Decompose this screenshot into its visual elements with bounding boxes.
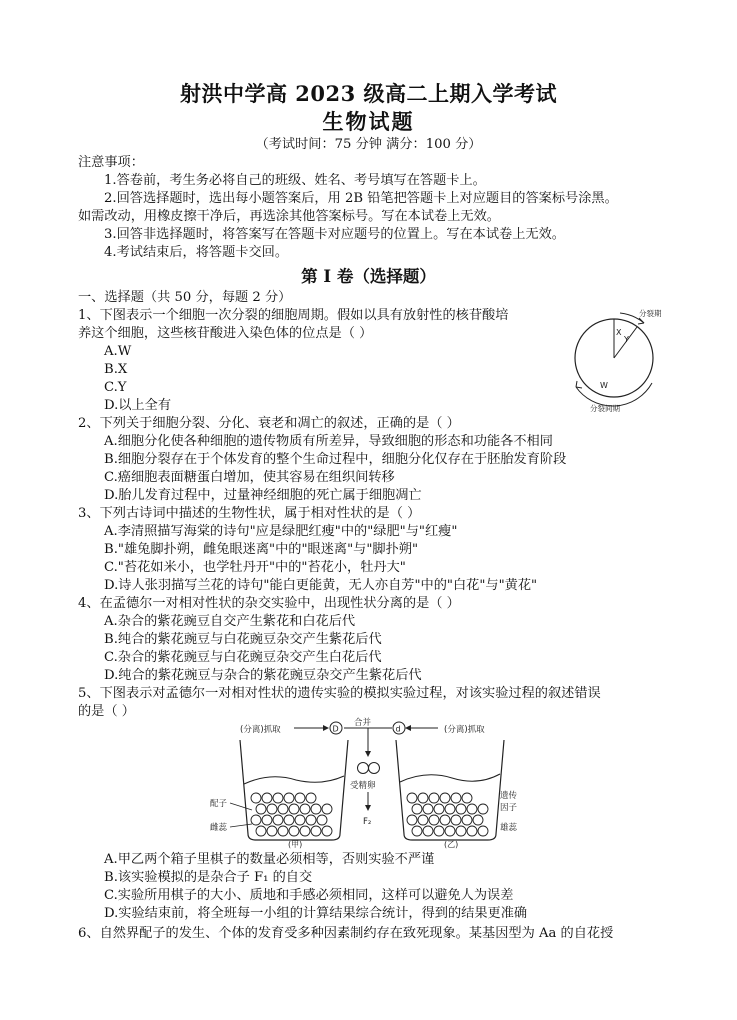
game-piece <box>267 804 277 814</box>
mark-w: W <box>600 381 608 390</box>
exam-info: （考试时间：75 分钟 满分：100 分） <box>255 137 482 152</box>
game-piece <box>262 815 272 825</box>
f2-label: F₂ <box>363 817 372 827</box>
option: B.细胞分裂存在于个体发育的整个生命过程中，细胞分化仅存在于胚胎发育阶段 <box>104 452 567 467</box>
grab-right-label: (分离)抓取 <box>444 725 485 735</box>
note-item: 1.答卷前，考生务必将自己的班级、姓名、考号填写在答题卡上。 <box>104 173 486 188</box>
question-stem: 1、下图表示一个细胞一次分裂的细胞周期。假如以具有放射性的核苷酸培 <box>78 308 509 323</box>
mark-y: Y <box>624 335 629 344</box>
option: B.该实验模拟的是杂合子 F₁ 的自交 <box>104 870 313 885</box>
simulation-experiment-figure <box>200 712 530 850</box>
option: D.实验结束前，将全班每一小组的计算结果综合统计，得到的结果更准确 <box>104 906 528 921</box>
game-piece <box>423 804 433 814</box>
box-left-label: (甲) <box>288 840 303 849</box>
game-piece <box>273 815 283 825</box>
option: D.以上全有 <box>104 398 172 413</box>
game-piece <box>445 826 455 836</box>
notes-heading: 注意事项： <box>78 155 144 170</box>
game-piece <box>478 826 488 836</box>
game-piece <box>451 793 461 803</box>
game-piece <box>434 826 444 836</box>
option: D.诗人张羽描写兰花的诗句"能白更能黄，无人亦自芳"中的"白花"与"黄花" <box>104 578 538 593</box>
question-stem: 养这个细胞，这些核苷酸进入染色体的位点是（ ） <box>78 326 373 341</box>
game-piece <box>322 826 332 836</box>
game-piece <box>418 793 428 803</box>
option: A.细胞分化使各种细胞的遗传物质有所差异，导致细胞的形态和功能各不相同 <box>104 434 553 449</box>
game-piece <box>407 815 417 825</box>
game-piece <box>251 793 261 803</box>
left-box-pieces <box>251 793 332 836</box>
game-piece <box>451 815 461 825</box>
game-piece <box>429 793 439 803</box>
game-piece <box>478 804 488 814</box>
game-piece <box>311 826 321 836</box>
gene-factor-label-1: 遗传 <box>500 791 518 801</box>
page-title: 射洪中学高 2023 级高二上期入学考试 <box>179 81 558 106</box>
game-piece <box>467 826 477 836</box>
option: C.癌细胞表面糖蛋白增加，使其容易在组织间转移 <box>104 470 395 485</box>
game-piece <box>306 815 316 825</box>
game-piece <box>317 815 327 825</box>
game-piece <box>300 804 310 814</box>
option: D.胎儿发育过程中，过量神经细胞的死亡属于细胞凋亡 <box>104 488 422 503</box>
game-piece <box>429 815 439 825</box>
game-piece <box>284 815 294 825</box>
zygote-label: 受精卵 <box>350 781 376 791</box>
option: A.杂合的紫花豌豆自交产生紫花和白花后代 <box>104 614 356 629</box>
game-piece <box>300 826 310 836</box>
option: B.X <box>104 362 128 377</box>
game-piece <box>311 804 321 814</box>
mark-x: X <box>616 328 622 337</box>
game-piece <box>456 804 466 814</box>
game-piece <box>473 815 483 825</box>
question-stem: 4、在孟德尔一对相对性状的杂交实验中，出现性状分离的是（ ） <box>78 596 460 611</box>
female-label: 雌蕊 <box>210 823 228 833</box>
game-piece <box>467 804 477 814</box>
game-piece <box>462 815 472 825</box>
question-stem: 的是（ ） <box>78 704 135 719</box>
game-piece <box>278 826 288 836</box>
game-piece <box>289 826 299 836</box>
piece-d-label: D <box>332 724 339 734</box>
gene-factor-label-2: 因子 <box>500 803 518 813</box>
option: C."苔花如米小，也学牡丹开"中的"苔花小，牡丹大" <box>104 560 406 575</box>
game-piece <box>418 815 428 825</box>
game-piece <box>412 804 422 814</box>
cell-cycle-figure <box>560 305 670 417</box>
interphase-label: 分裂间期 <box>590 404 620 413</box>
box-right-label: (乙) <box>444 840 459 849</box>
game-piece <box>256 804 266 814</box>
question-stem: 3、下列古诗词中描述的生物性状，属于相对性状的是（ ） <box>78 506 421 521</box>
game-piece <box>456 826 466 836</box>
game-piece <box>423 826 433 836</box>
option: A.W <box>104 344 132 359</box>
question-stem: 2、下列关于细胞分裂、分化、衰老和凋亡的叙述，正确的是（ ） <box>78 416 460 431</box>
note-item: 如需改动，用橡皮擦干净后，再选涂其他答案标号。写在本试卷上无效。 <box>78 209 500 224</box>
option: B.纯合的紫花豌豆与白花豌豆杂交产生紫花后代 <box>104 632 382 647</box>
piece-small-d-label: d <box>395 724 401 734</box>
game-piece <box>295 815 305 825</box>
part-heading: 一、选择题（共 50 分，每题 2 分） <box>78 290 292 305</box>
game-piece <box>256 826 266 836</box>
division-phase-label: 分裂期 <box>639 309 662 318</box>
note-item: 4.考试结束后，将答题卡交回。 <box>104 245 289 260</box>
option: D.纯合的紫花豌豆与杂合的紫花豌豆杂交产生紫花后代 <box>104 668 422 683</box>
game-piece <box>251 815 261 825</box>
male-label: 雄蕊 <box>500 823 518 833</box>
option: C.Y <box>104 380 127 395</box>
game-piece <box>267 826 277 836</box>
game-piece <box>407 793 417 803</box>
game-piece <box>462 793 472 803</box>
section-title: 第 I 卷（选择题） <box>301 267 436 286</box>
option: A.甲乙两个箱子里棋子的数量必须相等，否则实验不严谨 <box>104 852 435 867</box>
question-stem: 6、自然界配子的发生、个体的发育受多种因素制约存在致死现象。某基因型为 Aa 的自花授 <box>78 926 614 941</box>
question-stem: 5、下图表示对孟德尔一对相对性状的遗传实验的模拟实验过程，对该实验过程的叙述错误 <box>78 686 601 701</box>
game-piece <box>434 804 444 814</box>
merge-label: 合并 <box>354 718 372 728</box>
game-piece <box>289 804 299 814</box>
page-subtitle: 生物试题 <box>322 109 415 134</box>
game-piece <box>262 793 272 803</box>
game-piece <box>322 804 332 814</box>
game-piece <box>278 804 288 814</box>
option: C.实验所用棋子的大小、质地和手感必须相同，这样可以避免人为误差 <box>104 888 514 903</box>
right-box-pieces <box>407 793 488 836</box>
option: B."雄兔脚扑朔，雌兔眼迷离"中的"眼迷离"与"脚扑朔" <box>104 542 419 557</box>
game-piece <box>440 793 450 803</box>
note-item: 2.回答选择题时，选出每小题答案后，用 2B 铅笔把答题卡上对应题目的答案标号涂黑。 <box>104 191 618 206</box>
option: C.杂合的紫花豌豆与白花豌豆杂交产生白花后代 <box>104 650 382 665</box>
game-piece <box>445 804 455 814</box>
game-piece <box>412 826 422 836</box>
gamete-label: 配子 <box>210 799 228 809</box>
game-piece <box>284 793 294 803</box>
note-item: 3.回答非选择题时，将答案写在答题卡对应题号的位置上。写在本试卷上无效。 <box>104 227 565 242</box>
grab-left-label: (分离)抓取 <box>240 725 281 735</box>
game-piece <box>273 793 283 803</box>
game-piece <box>440 815 450 825</box>
option: A.李清照描写海棠的诗句"应是绿肥红瘦"中的"绿肥"与"红瘦" <box>104 524 458 539</box>
game-piece <box>306 793 316 803</box>
game-piece <box>295 793 305 803</box>
